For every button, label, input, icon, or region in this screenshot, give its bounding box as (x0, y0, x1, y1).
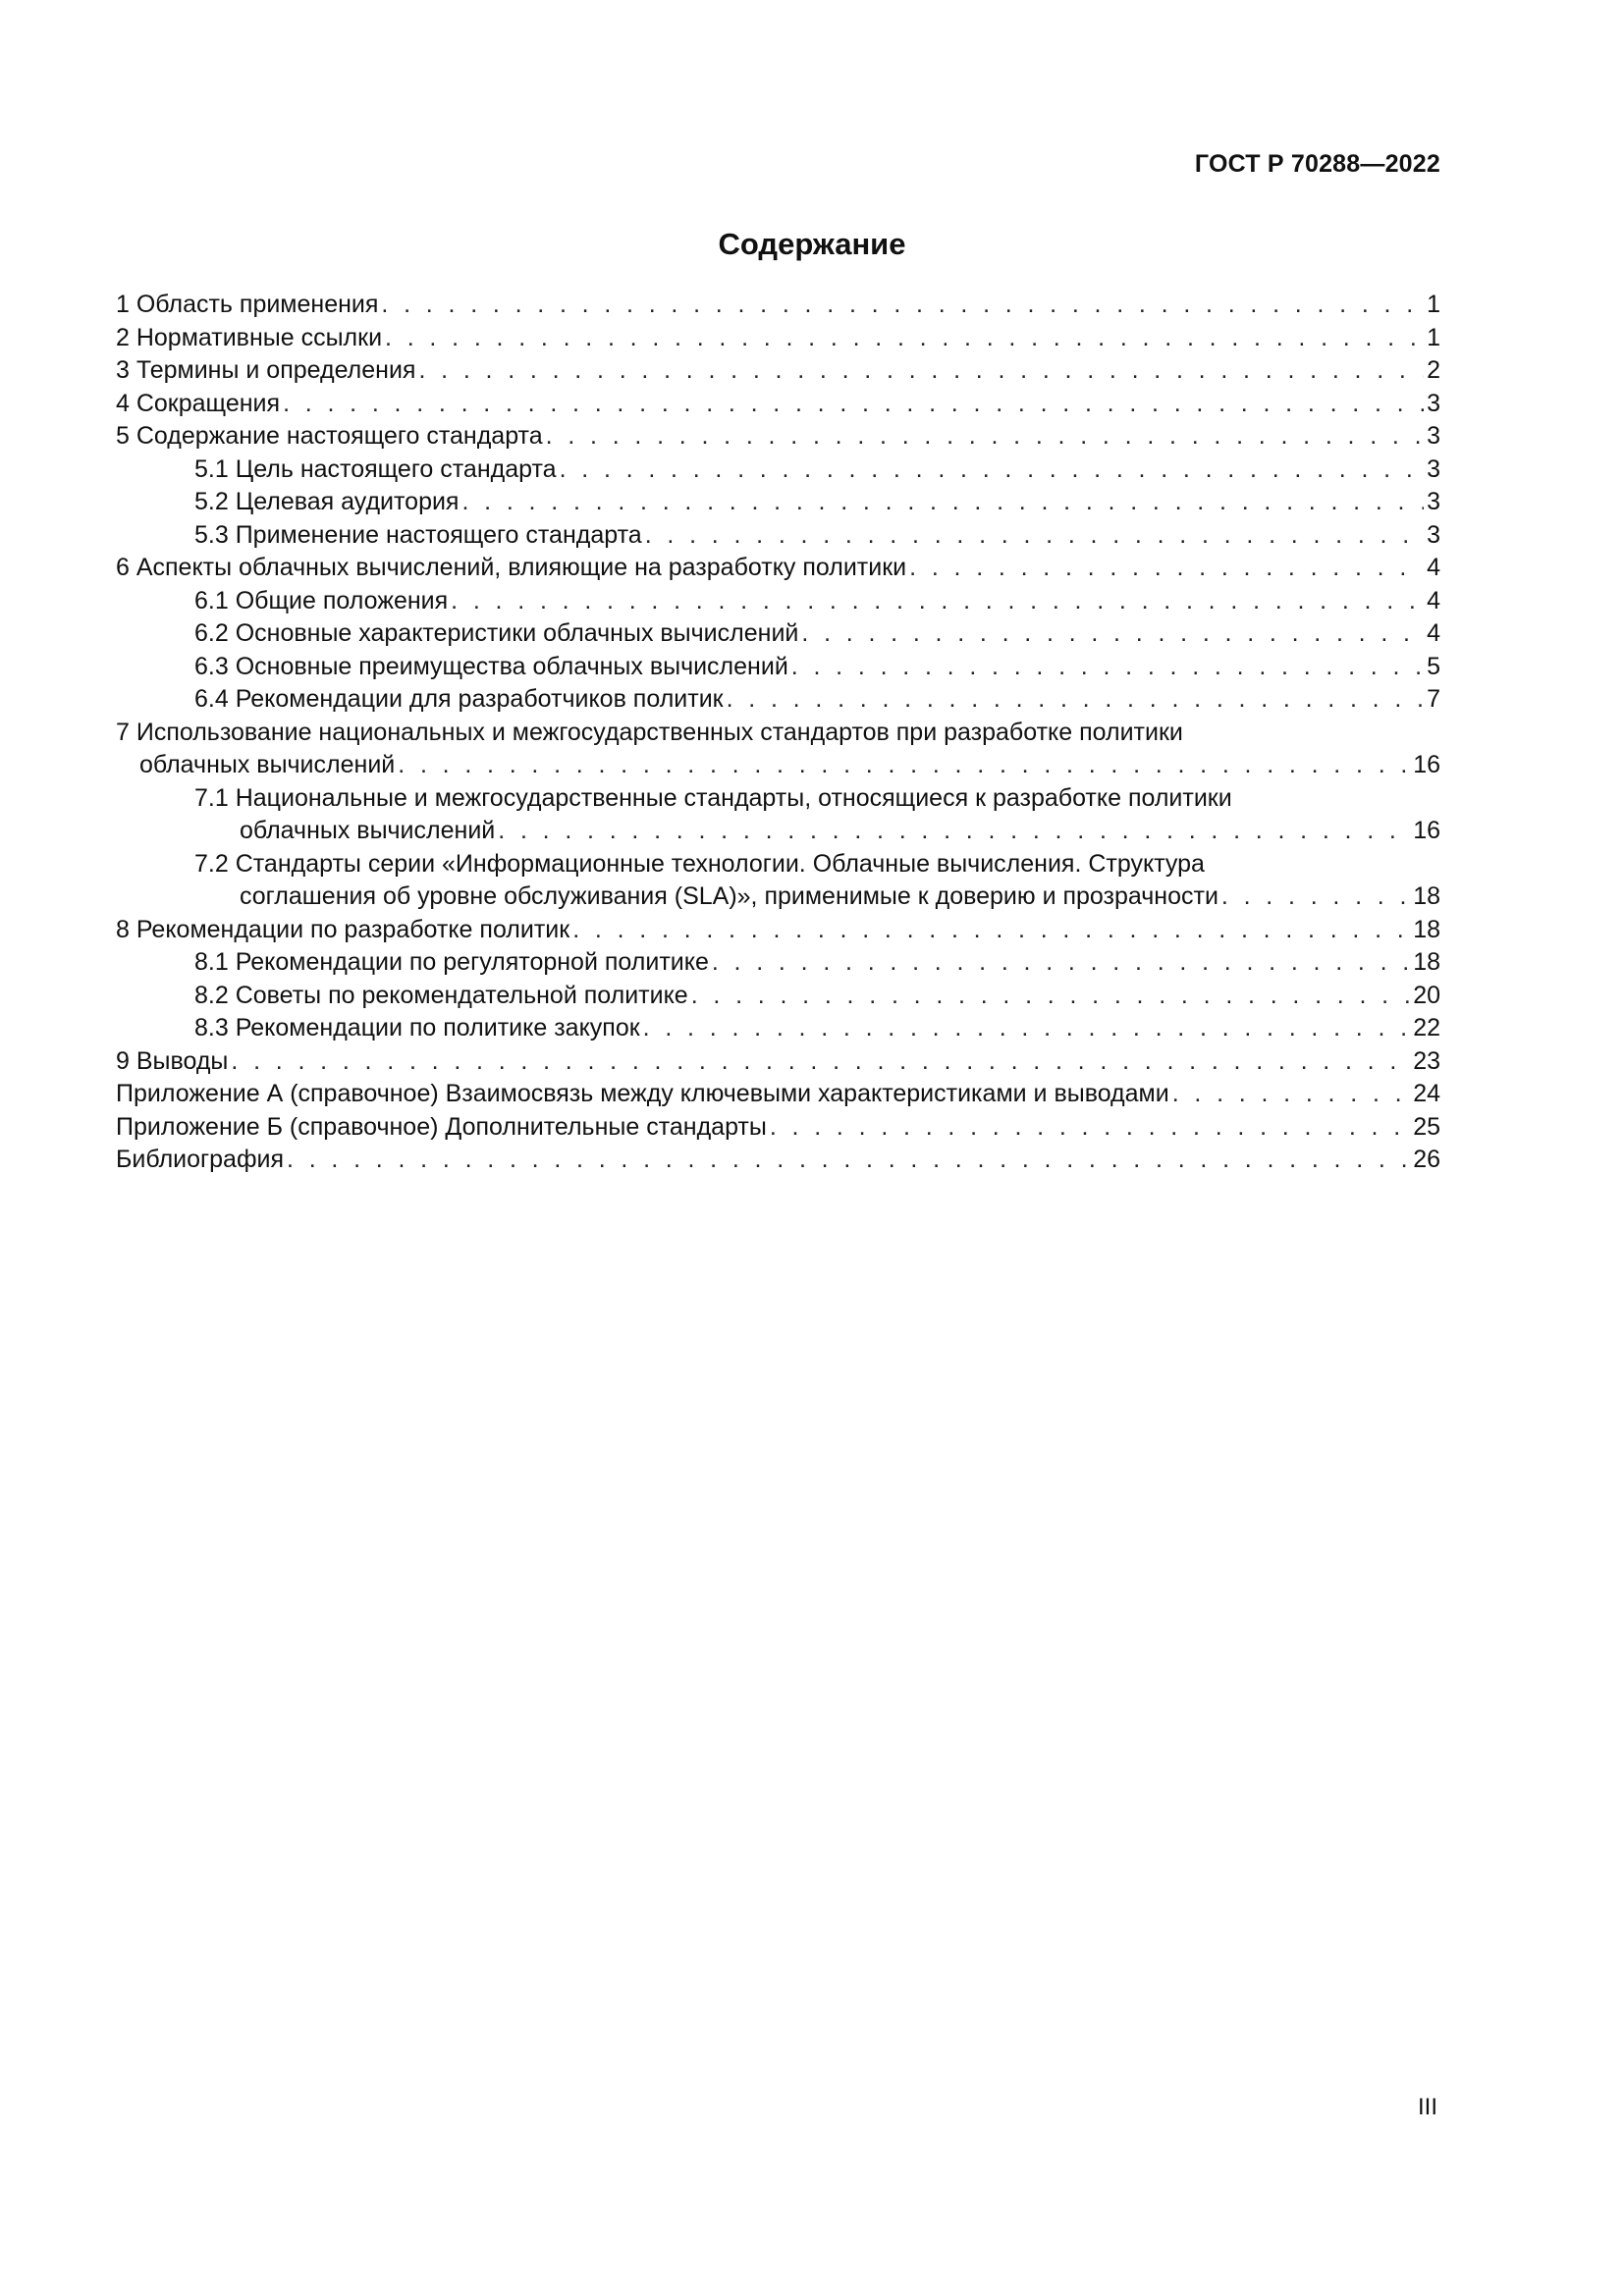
toc-entry[interactable] (116, 552, 1440, 585)
toc-entry-label: 3 Термины и определения (116, 356, 416, 384)
toc-entry-label: соглашения об уровне обслуживания (SLA)», применимые к доверию и прозрачности (240, 882, 1218, 910)
toc-entry[interactable] (116, 683, 1440, 717)
toc-entry-label: 9 Выводы (116, 1046, 229, 1075)
dot-leader (643, 1012, 1411, 1045)
toc-entry[interactable] (116, 585, 1440, 618)
toc-entry-label: 7.2 Стандарты серии «Информационные технологии. Облачные вычисления. Структура (194, 849, 1205, 878)
dot-leader (560, 454, 1425, 487)
toc-entry[interactable] (116, 1144, 1440, 1177)
dot-leader (418, 354, 1424, 388)
toc-page-number: 20 (1413, 981, 1440, 1009)
toc-entry[interactable] (116, 782, 1440, 848)
toc-entry[interactable] (116, 322, 1440, 355)
toc-entry-label: 2 Нормативные ссылки (116, 323, 383, 351)
toc-entry[interactable] (116, 388, 1440, 421)
toc-page-number: 5 (1427, 652, 1440, 680)
toc-page-number: 1 (1427, 291, 1440, 318)
dot-leader (691, 980, 1410, 1013)
toc-entry[interactable] (116, 717, 1440, 782)
dot-leader (1172, 1078, 1410, 1111)
toc-entry-label: 8 Рекомендации по разработке политик (116, 915, 570, 943)
toc-entry[interactable] (116, 946, 1440, 980)
dot-leader (283, 388, 1424, 421)
toc-entry[interactable] (116, 420, 1440, 454)
toc-entry-label: 6.1 Общие положения (194, 586, 449, 614)
toc-page-number: 1 (1427, 323, 1440, 351)
page-number: III (1417, 2094, 1437, 2120)
toc-entry-label: облачных вычислений (240, 817, 496, 844)
dot-leader (645, 519, 1424, 553)
toc-page-number: 4 (1427, 619, 1440, 647)
toc-entry-label: облачных вычислений (139, 751, 396, 778)
dot-leader (909, 552, 1424, 585)
toc-page-number: 24 (1413, 1080, 1440, 1107)
toc-entry-label: Приложение А (справочное) Взаимосвязь между ключевыми характеристиками и выводами (116, 1080, 1169, 1107)
toc-title: Содержание (718, 227, 906, 261)
toc-entry-label: 5 Содержание настоящего стандарта (116, 422, 543, 450)
toc-page-number: 3 (1427, 488, 1440, 515)
toc-entry-label: 6.2 Основные характеристики облачных вычислений (194, 619, 799, 647)
toc-entry[interactable] (116, 1045, 1440, 1079)
toc-page-number: 18 (1413, 882, 1440, 910)
toc-entry-label: 6.4 Рекомендации для разработчиков политик (194, 685, 724, 713)
toc-entry-label: 8.3 Рекомендации по политике закупок (194, 1014, 640, 1041)
table-of-contents (116, 289, 1440, 1177)
toc-entry-label: Приложение Б (справочное) Дополнительные стандарты (116, 1112, 767, 1141)
dot-leader (727, 683, 1424, 717)
dot-leader (231, 1045, 1410, 1079)
toc-page-number: 2 (1427, 356, 1440, 384)
dot-leader (381, 289, 1424, 322)
toc-page-number: 22 (1413, 1014, 1440, 1041)
dot-leader (546, 420, 1424, 454)
dot-leader (398, 749, 1410, 782)
toc-entry[interactable] (116, 486, 1440, 519)
toc-entry-label: 8.1 Рекомендации по регуляторной политике (194, 948, 709, 976)
toc-entry[interactable] (116, 914, 1440, 947)
toc-entry-label: 5.1 Цель настоящего стандарта (194, 454, 557, 483)
toc-entry-label: 8.2 Советы по рекомендательной политике (194, 981, 688, 1009)
toc-page-number: 16 (1413, 817, 1440, 844)
dot-leader (451, 585, 1424, 618)
toc-entry-label: 5.3 Применение настоящего стандарта (194, 520, 642, 549)
toc-entry[interactable] (116, 617, 1440, 651)
toc-page-number: 3 (1427, 422, 1440, 450)
dot-leader (801, 617, 1424, 651)
dot-leader (385, 322, 1424, 355)
toc-entry[interactable] (116, 1078, 1440, 1111)
toc-page-number: 26 (1413, 1146, 1440, 1173)
toc-entry-label: 4 Сокращения (116, 389, 281, 417)
toc-entry[interactable] (116, 519, 1440, 553)
toc-page-number: 4 (1427, 554, 1440, 581)
dot-leader (461, 486, 1424, 519)
dot-leader (712, 946, 1410, 980)
toc-entry-label: Библиография (116, 1146, 285, 1173)
toc-entry-label: 6.3 Основные преимущества облачных вычислений (194, 652, 788, 680)
dot-leader (572, 914, 1410, 947)
document-code: ГОСТ Р 70288—2022 (1194, 150, 1440, 178)
toc-page-number: 7 (1427, 685, 1440, 713)
toc-entry[interactable] (116, 651, 1440, 684)
dot-leader (498, 815, 1410, 848)
toc-entry[interactable] (116, 980, 1440, 1013)
toc-page-number: 3 (1427, 454, 1440, 483)
toc-entry-label: 5.2 Целевая аудитория (194, 488, 460, 515)
toc-entry[interactable] (116, 354, 1440, 388)
toc-page-number: 3 (1427, 520, 1440, 549)
toc-entry-label: 6 Аспекты облачных вычислений, влияющие на разработку политики (116, 554, 907, 581)
toc-entry[interactable] (116, 848, 1440, 914)
toc-page-number: 18 (1413, 948, 1440, 976)
dot-leader (770, 1111, 1410, 1145)
dot-leader (1221, 881, 1410, 914)
toc-page-number: 16 (1413, 751, 1440, 778)
toc-page-number: 18 (1413, 915, 1440, 943)
toc-page-number: 25 (1413, 1112, 1440, 1141)
toc-entry-label: 7.1 Национальные и межгосударственные стандарты, относящиеся к разработке политики (194, 783, 1232, 812)
toc-entry[interactable] (116, 289, 1440, 322)
toc-entry[interactable] (116, 1012, 1440, 1045)
toc-page-number: 3 (1427, 389, 1440, 417)
toc-page-number: 4 (1427, 586, 1440, 614)
toc-entry-label: 7 Использование национальных и межгосударственных стандартов при разработке политики (116, 718, 1183, 746)
toc-page-number: 23 (1413, 1046, 1440, 1075)
toc-entry[interactable] (116, 1111, 1440, 1145)
dot-leader (287, 1144, 1410, 1177)
toc-entry[interactable] (116, 454, 1440, 487)
dot-leader (791, 651, 1424, 684)
toc-entry-label: 1 Область применения (116, 291, 379, 318)
